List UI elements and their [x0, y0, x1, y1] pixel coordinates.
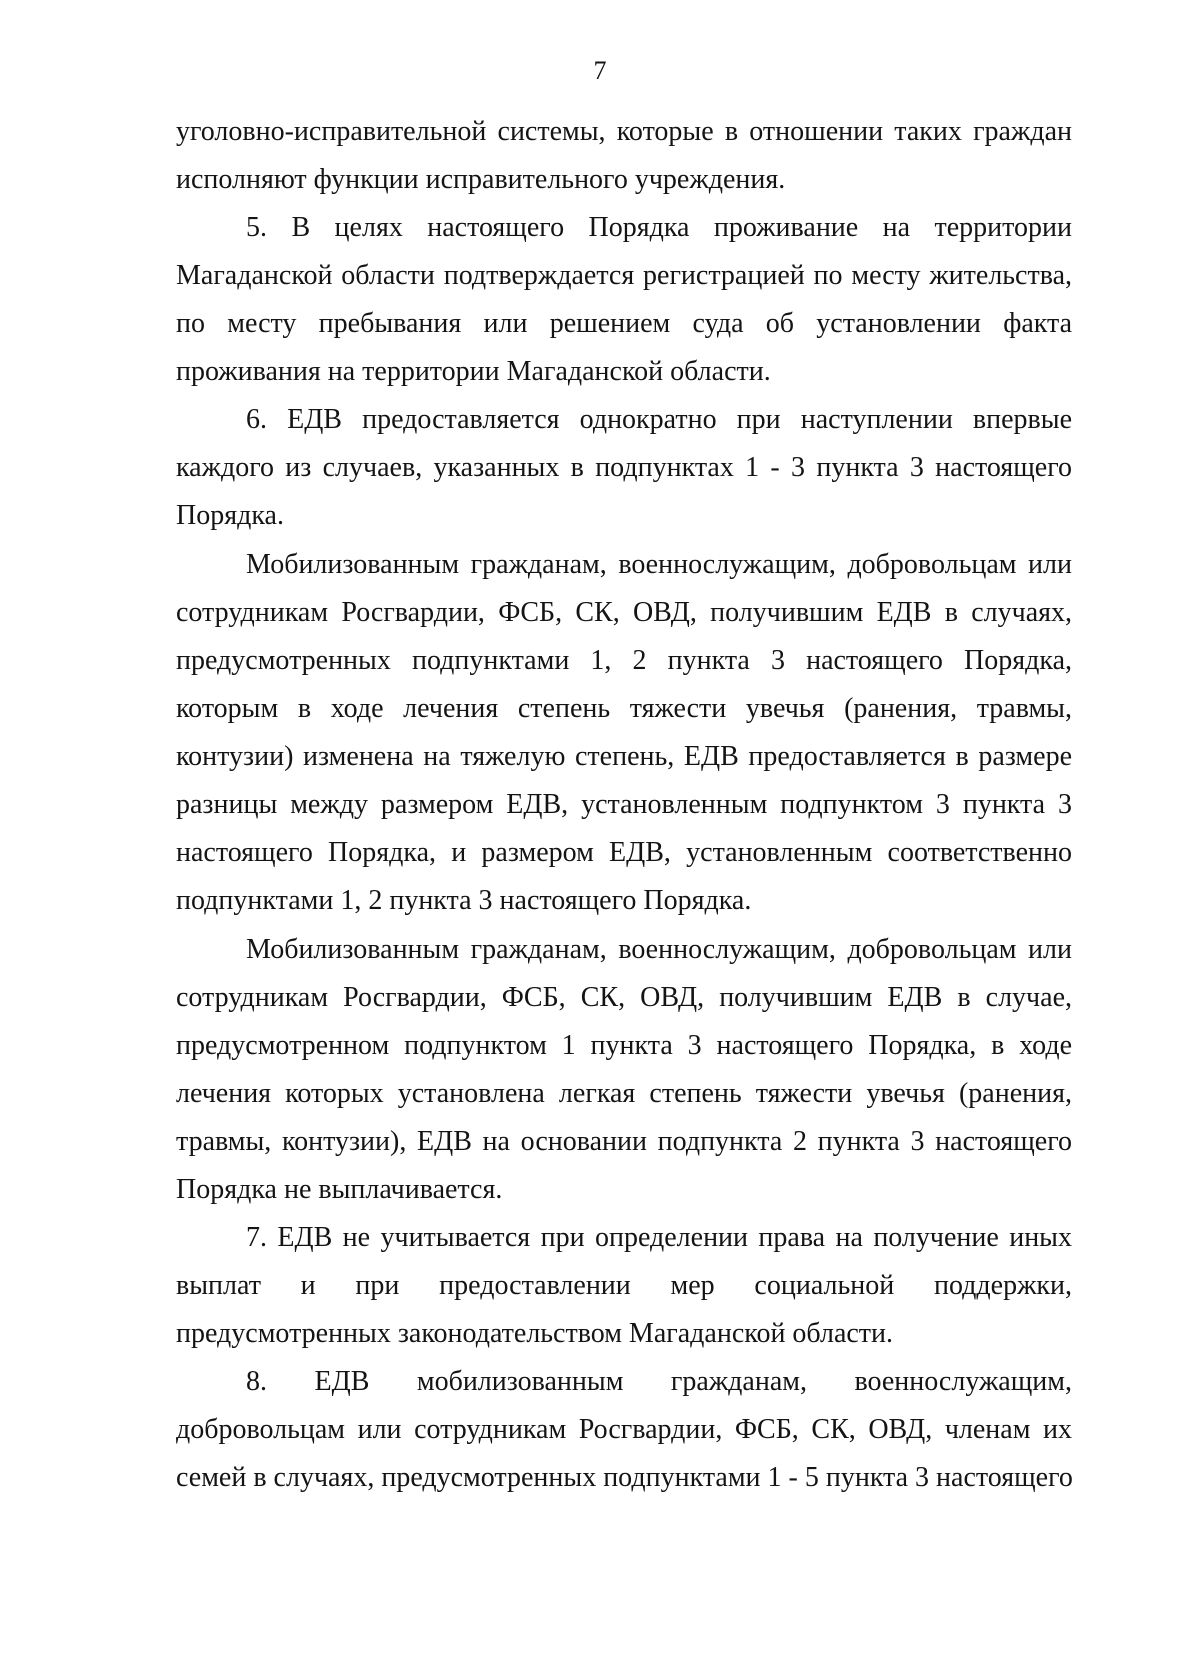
- text-line: контузии) изменена на тяжелую степень, ЕДВ предоставляется в размере: [176, 741, 1072, 772]
- text-line: настоящего Порядка, и размером ЕДВ, установленным соответственно: [176, 837, 1072, 868]
- text-line: подпунктами 1, 2 пункта 3 настоящего Порядка.: [176, 885, 752, 916]
- text-line: Порядка.: [176, 500, 284, 531]
- text-line: по месту пребывания или решением суда об установлении факта: [176, 308, 1072, 339]
- paragraph-6-line: 6. ЕДВ предоставляется однократно при наступлении впервые: [246, 404, 1072, 435]
- text-line: выплат и при предоставлении мер социальной поддержки,: [176, 1270, 1072, 1301]
- text-line: которым в ходе лечения степень тяжести увечья (ранения, травмы,: [176, 693, 1072, 724]
- text-line: добровольцам или сотрудникам Росгвардии, ФСБ, СК, ОВД, членам их: [176, 1414, 1072, 1445]
- text-line: предусмотренном подпунктом 1 пункта 3 настоящего Порядка, в ходе: [176, 1030, 1072, 1061]
- text-line: лечения которых установлена легкая степень тяжести увечья (ранения,: [176, 1078, 1072, 1109]
- text-line: семей в случаях, предусмотренных подпунктами 1 - 5 пункта 3 настоящего: [176, 1462, 1073, 1493]
- text-line: сотрудникам Росгвардии, ФСБ, СК, ОВД, получившим ЕДВ в случаях,: [176, 597, 1072, 628]
- text-line: травмы, контузии), ЕДВ на основании подпункта 2 пункта 3 настоящего: [176, 1126, 1072, 1157]
- text-line: сотрудникам Росгвардии, ФСБ, СК, ОВД, получившим ЕДВ в случае,: [176, 982, 1072, 1013]
- text-line: проживания на территории Магаданской области.: [176, 356, 771, 387]
- text-line: Магаданской области подтверждается регистрацией по месту жительства,: [176, 260, 1072, 291]
- text-line: каждого из случаев, указанных в подпунктах 1 - 3 пункта 3 настоящего: [176, 452, 1072, 483]
- text-line: уголовно-исправительной системы, которые в отношении таких граждан: [176, 116, 1072, 147]
- text-line: разницы между размером ЕДВ, установленным подпунктом 3 пункта 3: [176, 789, 1072, 820]
- paragraph-7-line: 7. ЕДВ не учитывается при определении права на получение иных: [246, 1222, 1072, 1253]
- text-line: предусмотренных законодательством Магаданской области.: [176, 1318, 894, 1349]
- paragraph-5-line: 5. В целях настоящего Порядка проживание на территории: [246, 212, 1072, 243]
- paragraph-line: Мобилизованным гражданам, военнослужащим, добровольцам или: [246, 549, 1072, 580]
- text-line: предусмотренных подпунктами 1, 2 пункта 3 настоящего Порядка,: [176, 645, 1072, 676]
- page-number: 7: [593, 56, 607, 85]
- paragraph-line: Мобилизованным гражданам, военнослужащим, добровольцам или: [246, 934, 1072, 965]
- paragraph-8-line: 8. ЕДВ мобилизованным гражданам, военнослужащим,: [246, 1366, 1072, 1397]
- text-line: исполняют функции исправительного учреждения.: [176, 164, 786, 195]
- text-line: Порядка не выплачивается.: [176, 1174, 503, 1205]
